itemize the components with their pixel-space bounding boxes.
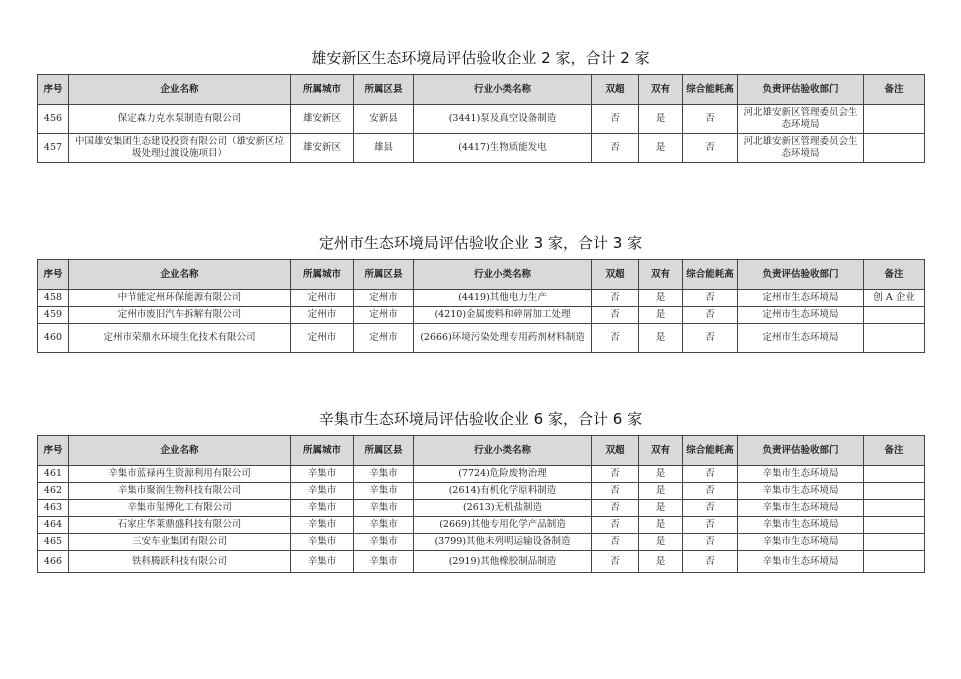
cell-energy: 否 [683, 534, 738, 551]
cell-city: 定州市 [291, 290, 354, 307]
cell-city: 辛集市 [291, 551, 354, 573]
cell-remark [864, 134, 925, 163]
header-cell: 所属城市 [291, 436, 354, 466]
cell-index: 459 [38, 307, 69, 324]
header-cell: 双有 [639, 436, 683, 466]
cell-department: 辛集市生态环境局 [738, 483, 864, 500]
header-cell: 行业小类名称 [414, 260, 592, 290]
enterprise-table [37, 435, 925, 573]
table-row [38, 500, 925, 517]
cell-industry: (2666)环境污染处理专用药剂材料制造 [414, 324, 592, 353]
cell-city: 定州市 [291, 307, 354, 324]
cell-department: 辛集市生态环境局 [738, 500, 864, 517]
cell-index: 456 [38, 105, 69, 134]
cell-county: 辛集市 [354, 517, 414, 534]
cell-index: 457 [38, 134, 69, 163]
cell-index: 460 [38, 324, 69, 353]
header-cell: 双超 [592, 260, 639, 290]
header-cell: 负责评估验收部门 [738, 260, 864, 290]
cell-industry: (3441)泵及真空设备制造 [414, 105, 592, 134]
table-row [38, 105, 925, 134]
cell-shuangyou: 是 [639, 307, 683, 324]
cell-shuangchao: 否 [592, 324, 639, 353]
cell-county: 辛集市 [354, 483, 414, 500]
cell-industry: (2614)有机化学原料制造 [414, 483, 592, 500]
cell-company: 三安车业集团有限公司 [69, 534, 291, 551]
table-row [38, 483, 925, 500]
table-row [38, 134, 925, 163]
section-title: 辛集市生态环境局评估验收企业 6 家，合计 6 家 [318, 410, 643, 428]
cell-shuangyou: 是 [639, 324, 683, 353]
cell-shuangchao: 否 [592, 307, 639, 324]
cell-energy: 否 [683, 307, 738, 324]
header-cell: 备注 [864, 75, 925, 105]
cell-energy: 否 [683, 324, 738, 353]
cell-county: 雄县 [354, 134, 414, 163]
cell-company: 辛集市蓝禄再生资源利用有限公司 [69, 466, 291, 483]
cell-shuangyou: 是 [639, 134, 683, 163]
cell-shuangchao: 否 [592, 483, 639, 500]
header-row [38, 260, 925, 290]
enterprise-table [37, 259, 925, 353]
enterprise-table [37, 74, 925, 163]
cell-company: 石家庄华莱鼎盛科技有限公司 [69, 517, 291, 534]
cell-energy: 否 [683, 483, 738, 500]
cell-shuangchao: 否 [592, 466, 639, 483]
cell-company: 中国雄安集团生态建设投资有限公司（雄安新区垃圾处理过渡设施项目） [69, 134, 291, 163]
cell-department: 辛集市生态环境局 [738, 466, 864, 483]
cell-department: 定州市生态环境局 [738, 290, 864, 307]
cell-city: 辛集市 [291, 466, 354, 483]
header-cell: 综合能耗高 [683, 260, 738, 290]
cell-energy: 否 [683, 105, 738, 134]
cell-city: 辛集市 [291, 483, 354, 500]
cell-index: 462 [38, 483, 69, 500]
cell-company: 中节能定州环保能源有限公司 [69, 290, 291, 307]
cell-energy: 否 [683, 466, 738, 483]
cell-energy: 否 [683, 134, 738, 163]
header-cell: 企业名称 [69, 75, 291, 105]
cell-department: 辛集市生态环境局 [738, 534, 864, 551]
cell-county: 定州市 [354, 307, 414, 324]
cell-shuangyou: 是 [639, 534, 683, 551]
cell-company: 辛集市聚润生物科技有限公司 [69, 483, 291, 500]
cell-city: 辛集市 [291, 500, 354, 517]
cell-index: 458 [38, 290, 69, 307]
header-cell: 双有 [639, 75, 683, 105]
cell-industry: (3799)其他未列明运输设备制造 [414, 534, 592, 551]
cell-department: 辛集市生态环境局 [738, 517, 864, 534]
cell-index: 464 [38, 517, 69, 534]
cell-remark [864, 466, 925, 483]
header-cell: 企业名称 [69, 260, 291, 290]
cell-department: 河北雄安新区管理委员会生态环境局 [738, 134, 864, 163]
cell-remark: 创 A 企业 [864, 290, 925, 307]
header-cell: 所属城市 [291, 75, 354, 105]
cell-industry: (4419)其他电力生产 [414, 290, 592, 307]
cell-department: 定州市生态环境局 [738, 324, 864, 353]
header-cell: 备注 [864, 260, 925, 290]
cell-remark [864, 517, 925, 534]
cell-remark [864, 500, 925, 517]
header-cell: 综合能耗高 [683, 75, 738, 105]
header-row [38, 75, 925, 105]
section-title: 定州市生态环境局评估验收企业 3 家，合计 3 家 [318, 234, 643, 252]
header-cell: 双超 [592, 436, 639, 466]
header-cell: 所属城市 [291, 260, 354, 290]
cell-remark [864, 534, 925, 551]
cell-industry: (4417)生物质能发电 [414, 134, 592, 163]
cell-county: 安新县 [354, 105, 414, 134]
cell-shuangyou: 是 [639, 466, 683, 483]
table-row [38, 290, 925, 307]
header-cell: 行业小类名称 [414, 75, 592, 105]
header-cell: 所属区县 [354, 260, 414, 290]
cell-shuangyou: 是 [639, 290, 683, 307]
cell-county: 辛集市 [354, 551, 414, 573]
cell-company: 保定森力克水泵制造有限公司 [69, 105, 291, 134]
cell-shuangchao: 否 [592, 534, 639, 551]
header-row [38, 436, 925, 466]
cell-energy: 否 [683, 290, 738, 307]
header-cell: 企业名称 [69, 436, 291, 466]
cell-remark [864, 105, 925, 134]
cell-industry: (2919)其他橡胶制品制造 [414, 551, 592, 573]
cell-city: 定州市 [291, 324, 354, 353]
cell-shuangyou: 是 [639, 551, 683, 573]
header-cell: 双有 [639, 260, 683, 290]
cell-shuangchao: 否 [592, 290, 639, 307]
cell-energy: 否 [683, 517, 738, 534]
table-row [38, 534, 925, 551]
cell-remark [864, 551, 925, 573]
header-cell: 序号 [38, 436, 69, 466]
cell-company: 铁科腾跃科技有限公司 [69, 551, 291, 573]
cell-remark [864, 324, 925, 353]
cell-shuangchao: 否 [592, 105, 639, 134]
cell-county: 定州市 [354, 290, 414, 307]
cell-city: 雄安新区 [291, 134, 354, 163]
cell-department: 定州市生态环境局 [738, 307, 864, 324]
cell-department: 河北雄安新区管理委员会生态环境局 [738, 105, 864, 134]
table-row [38, 551, 925, 573]
cell-shuangyou: 是 [639, 483, 683, 500]
cell-index: 466 [38, 551, 69, 573]
header-cell: 双超 [592, 75, 639, 105]
header-cell: 序号 [38, 75, 69, 105]
cell-shuangyou: 是 [639, 500, 683, 517]
cell-county: 辛集市 [354, 500, 414, 517]
section-title: 雄安新区生态环境局评估验收企业 2 家，合计 2 家 [311, 49, 650, 67]
cell-county: 定州市 [354, 324, 414, 353]
cell-county: 辛集市 [354, 466, 414, 483]
cell-industry: (2669)其他专用化学产品制造 [414, 517, 592, 534]
cell-shuangyou: 是 [639, 517, 683, 534]
section-xiongan [37, 47, 924, 163]
cell-shuangchao: 否 [592, 551, 639, 573]
cell-department: 辛集市生态环境局 [738, 551, 864, 573]
cell-index: 465 [38, 534, 69, 551]
cell-shuangchao: 否 [592, 517, 639, 534]
cell-county: 辛集市 [354, 534, 414, 551]
header-cell: 负责评估验收部门 [738, 75, 864, 105]
table-row [38, 517, 925, 534]
header-cell: 行业小类名称 [414, 436, 592, 466]
cell-industry: (4210)金属废料和碎屑加工处理 [414, 307, 592, 324]
header-cell: 序号 [38, 260, 69, 290]
cell-remark [864, 483, 925, 500]
table-row [38, 466, 925, 483]
cell-company: 定州市废旧汽车拆解有限公司 [69, 307, 291, 324]
section-xinji [37, 408, 924, 573]
cell-company: 定州市荣鼎水环境生化技术有限公司 [69, 324, 291, 353]
cell-industry: (7724)危险废物治理 [414, 466, 592, 483]
cell-index: 463 [38, 500, 69, 517]
cell-industry: (2613)无机盐制造 [414, 500, 592, 517]
section-dingzhou [37, 232, 924, 353]
header-cell: 所属区县 [354, 75, 414, 105]
header-cell: 所属区县 [354, 436, 414, 466]
table-row [38, 324, 925, 353]
cell-shuangyou: 是 [639, 105, 683, 134]
cell-remark [864, 307, 925, 324]
cell-shuangchao: 否 [592, 134, 639, 163]
cell-energy: 否 [683, 551, 738, 573]
cell-city: 辛集市 [291, 534, 354, 551]
cell-city: 雄安新区 [291, 105, 354, 134]
cell-index: 461 [38, 466, 69, 483]
header-cell: 负责评估验收部门 [738, 436, 864, 466]
cell-shuangchao: 否 [592, 500, 639, 517]
header-cell: 综合能耗高 [683, 436, 738, 466]
header-cell: 备注 [864, 436, 925, 466]
table-row [38, 307, 925, 324]
cell-city: 辛集市 [291, 517, 354, 534]
cell-company: 辛集市玺博化工有限公司 [69, 500, 291, 517]
cell-energy: 否 [683, 500, 738, 517]
